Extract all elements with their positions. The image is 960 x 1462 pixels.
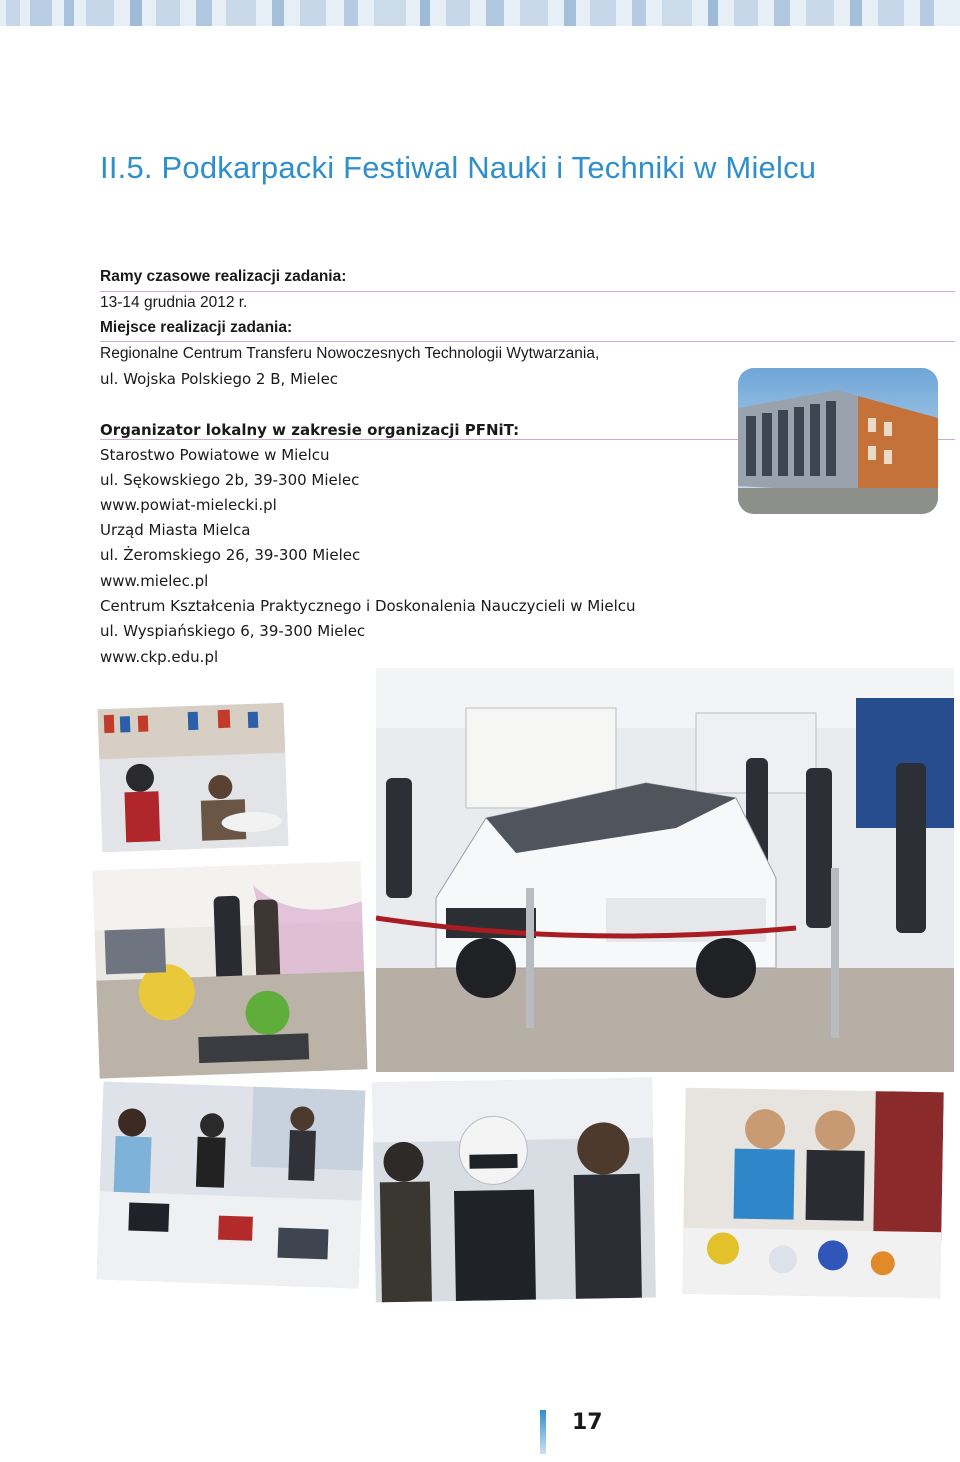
band-stripe bbox=[344, 0, 358, 26]
band-stripe bbox=[590, 0, 616, 26]
organizer-line: Centrum Kształcenia Praktycznego i Doskonalenia Nauczycieli w Mielcu bbox=[100, 597, 636, 615]
band-stripe bbox=[156, 0, 180, 26]
balloons-photo bbox=[92, 861, 367, 1078]
band-stripe bbox=[130, 0, 142, 26]
organizer-line: ul. Wyspiańskiego 6, 39-300 Mielec bbox=[100, 622, 366, 640]
divider-rule bbox=[100, 341, 955, 342]
building-photo-art bbox=[738, 368, 938, 514]
band-stripe bbox=[708, 0, 718, 26]
section-title: II.5. Podkarpacki Festiwal Nauki i Techniki w Mielcu bbox=[100, 150, 817, 185]
band-stripe bbox=[734, 0, 758, 26]
band-stripe bbox=[520, 0, 548, 26]
band-stripe bbox=[374, 0, 406, 26]
helmet-photo bbox=[372, 1078, 656, 1303]
band-stripe bbox=[196, 0, 212, 26]
band-stripe bbox=[662, 0, 692, 26]
organizer-link[interactable]: www.ckp.edu.pl bbox=[100, 648, 219, 666]
band-stripe bbox=[486, 0, 504, 26]
band-stripe bbox=[300, 0, 326, 26]
car-exhibition-photo-art bbox=[376, 668, 954, 1072]
organizer-line: ul. Sękowskiego 2b, 39-300 Mielec bbox=[100, 471, 360, 489]
timeframe-label: Ramy czasowe realizacji zadania: bbox=[100, 268, 347, 285]
workshop-photo bbox=[98, 703, 289, 852]
timeframe-value: 13-14 grudnia 2012 r. bbox=[100, 294, 248, 311]
band-stripe bbox=[920, 0, 934, 26]
laptop-lab-photo-art bbox=[97, 1081, 366, 1288]
organizer-line: ul. Żeromskiego 26, 39-300 Mielec bbox=[100, 546, 361, 564]
organizer-link[interactable]: www.powiat-mielecki.pl bbox=[100, 496, 277, 514]
chemistry-photo-art bbox=[682, 1088, 944, 1298]
page-marker bbox=[540, 1410, 546, 1454]
band-stripe bbox=[774, 0, 790, 26]
organizer-line: Starostwo Powiatowe w Mielcu bbox=[100, 446, 330, 464]
band-stripe bbox=[632, 0, 646, 26]
band-stripe bbox=[420, 0, 430, 26]
band-stripe bbox=[850, 0, 862, 26]
band-stripe bbox=[226, 0, 256, 26]
location-label: Miejsce realizacji zadania: bbox=[100, 319, 293, 336]
workshop-photo-art bbox=[98, 703, 289, 852]
band-stripe bbox=[86, 0, 114, 26]
organizer-link[interactable]: www.mielec.pl bbox=[100, 572, 209, 590]
page-number: 17 bbox=[572, 1410, 603, 1435]
organizer-label: Organizator lokalny w zakresie organizacji PFNiT: bbox=[100, 421, 520, 439]
building-photo bbox=[738, 368, 938, 514]
band-stripe bbox=[806, 0, 834, 26]
balloons-photo-art bbox=[92, 861, 367, 1078]
location-line-2: ul. Wojska Polskiego 2 B, Mielec bbox=[100, 370, 339, 388]
chemistry-photo bbox=[682, 1088, 944, 1298]
car-exhibition-photo bbox=[376, 668, 954, 1072]
band-stripe bbox=[6, 0, 20, 26]
band-stripe bbox=[564, 0, 576, 26]
helmet-photo-art bbox=[372, 1078, 656, 1303]
divider-rule bbox=[100, 291, 955, 292]
band-stripe bbox=[878, 0, 904, 26]
location-line-1: Regionalne Centrum Transferu Nowoczesnych Technologii Wytwarzania, bbox=[100, 345, 600, 362]
band-stripe bbox=[272, 0, 284, 26]
band-stripe bbox=[446, 0, 470, 26]
top-decorative-band bbox=[0, 0, 960, 26]
band-stripe bbox=[64, 0, 74, 26]
band-stripe bbox=[30, 0, 52, 26]
organizer-line: Urząd Miasta Mielca bbox=[100, 521, 251, 539]
laptop-lab-photo bbox=[97, 1081, 366, 1288]
